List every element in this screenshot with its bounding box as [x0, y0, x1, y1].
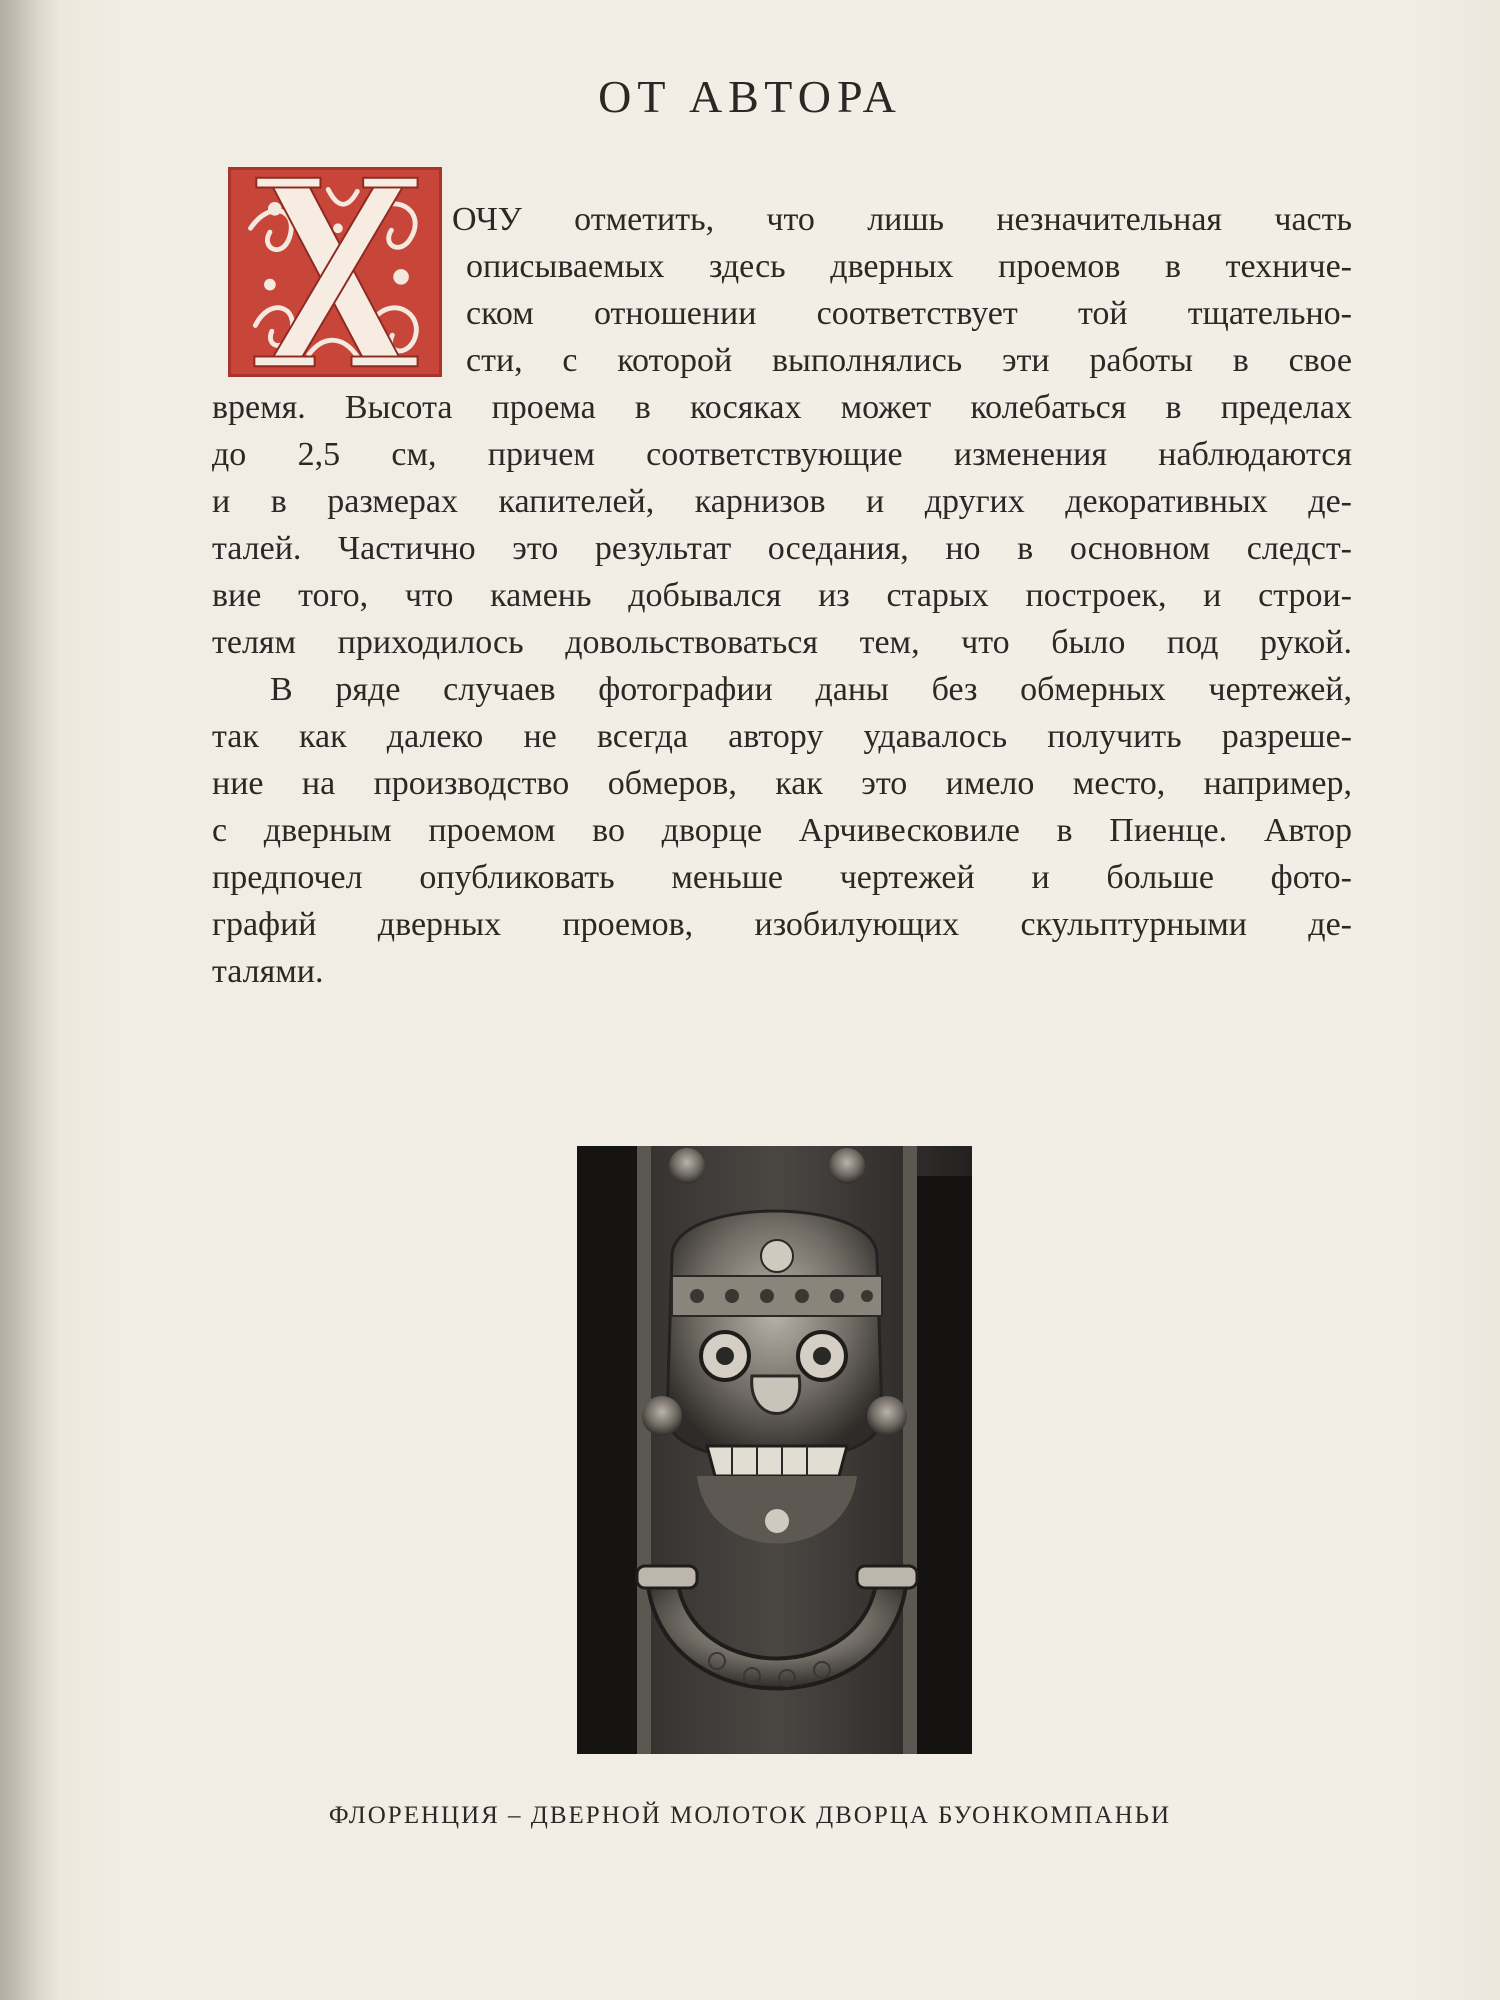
photo-caption: ФЛОРЕНЦИЯ – ДВЕРНОЙ МОЛОТОК ДВОРЦА БУОНКОМПАНЬИ — [328, 1802, 1172, 1829]
paragraph2-line: графий дверных проемов, изобилующих скульптурными де- — [212, 906, 1352, 943]
door-knocker-illustration — [577, 1146, 972, 1754]
paragraph1-line: сти, с которой выполнялись эти работы в свое — [466, 342, 1352, 379]
paragraph1-line: талей. Частично это результат оседания, но в основном следст- — [212, 530, 1352, 567]
paragraph1-line: вие того, что камень добывался из старых построек, и строи- — [212, 577, 1352, 614]
paragraph2-line: ние на производство обмеров, как это имело место, например, — [212, 765, 1352, 802]
paragraph2-line: В ряде случаев фотографии даны без обмерных чертежей, — [270, 671, 1352, 708]
page-title: ОТ АВТОРА — [598, 71, 902, 122]
paragraph1-line: ском отношении соответствует той тщательно- — [466, 295, 1352, 332]
paragraph1-line: и в размерах капителей, карнизов и других декоративных де- — [212, 483, 1352, 520]
paragraph2-line: с дверным проемом во дворце Арчивесковиле в Пиенце. Автор — [212, 812, 1352, 849]
paragraph1-line: до 2,5 см, причем соответствующие изменения наблюдаются — [212, 436, 1352, 473]
paragraph1-line: описываемых здесь дверных проемов в техниче- — [466, 248, 1352, 285]
paragraph1-line: телям приходилось довольствоваться тем, что было под рукой. — [212, 624, 1352, 661]
paragraph2-line: талями. — [212, 953, 324, 990]
door-knocker-photo — [577, 1146, 972, 1754]
body-text — [212, 196, 1352, 995]
paragraph1-line: время. Высота проема в косяках может колебаться в пределах — [212, 389, 1352, 426]
paragraph2-line: предпочел опубликовать меньше чертежей и больше фото- — [212, 859, 1352, 896]
paragraph2-line: так как далеко не всегда автору удавалось получить разреше- — [212, 718, 1352, 755]
paragraph1-line: ОЧУ отметить, что лишь незначительная часть — [452, 201, 1352, 238]
